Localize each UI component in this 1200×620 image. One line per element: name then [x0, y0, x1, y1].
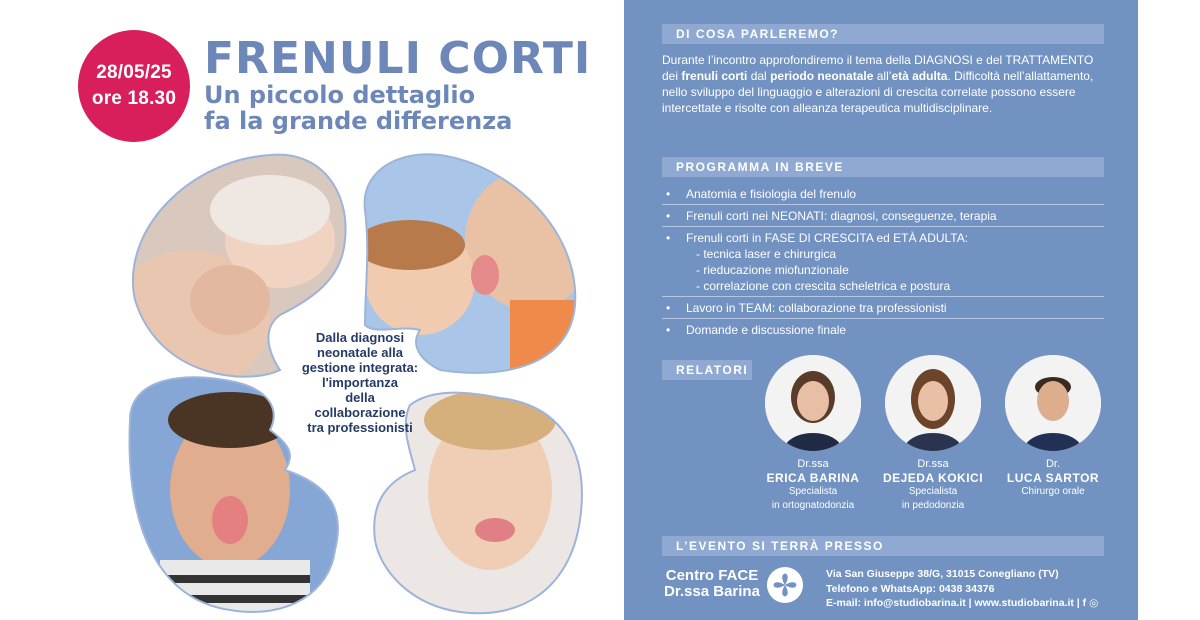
program-item: [662, 205, 1104, 227]
caption-line: collaborazione: [314, 405, 406, 420]
speaker-title: Dr.ssa: [797, 458, 829, 470]
caption-line: l'importanza: [321, 375, 399, 390]
caption-line: gestione integrata:: [301, 360, 419, 375]
speaker-avatar: [885, 355, 981, 451]
speaker-avatar: [1005, 355, 1101, 451]
speaker-role: in pedodonzia: [901, 500, 965, 511]
caption-line: della: [345, 390, 375, 405]
speaker-title: Dr.ssa: [917, 458, 949, 470]
program-item-label: Lavoro in TEAM: collaborazione tra professionisti: [686, 301, 947, 315]
event-title-block: [204, 33, 592, 135]
caption-line: Dalla diagnosi: [315, 330, 405, 345]
program-list: [662, 183, 1104, 340]
speaker-name: DEJEDA KOKICI: [882, 471, 984, 485]
speaker-title: Dr.: [1045, 458, 1061, 470]
speaker-role: in ortognatodonzia: [771, 500, 855, 511]
speaker-card: [758, 355, 868, 513]
program-subitem: - rieducazione miofunzionale: [696, 263, 849, 277]
speaker-avatar: [765, 355, 861, 451]
about-text-bold: periodo neonatale: [770, 69, 874, 83]
email-website-social[interactable]: E-mail: info@studiobarina.it | www.studiobarina.it | f ◎: [826, 597, 1099, 609]
speaker-role: Specialista: [908, 486, 958, 497]
program-item: [662, 297, 1104, 319]
caption-line: tra professionisti: [307, 420, 413, 435]
speaker-card: [878, 355, 988, 513]
about-text-part: . Difficoltà nell’allattamento, nello sviluppo del linguaggio e alterazioni di crescita correlate possono essere intercettate e risolte con alleanza terapeutica multidisciplinare.: [662, 69, 1094, 115]
about-text: [662, 52, 1102, 116]
flower-center-caption: [285, 330, 435, 435]
speaker-name: LUCA SARTOR: [1006, 471, 1100, 485]
about-text-part: dal: [747, 69, 771, 83]
about-text-bold: frenuli corti: [681, 69, 748, 83]
speaker-role: Chirurgo orale: [1021, 486, 1085, 497]
about-section-header: DI COSA PARLEREMO?: [662, 24, 1104, 44]
event-subtitle-2: fa la grande differenza: [204, 107, 513, 135]
program-item-label: Anatomia e fisiologia del frenulo: [686, 187, 857, 201]
phone-text[interactable]: Telefono e WhatsApp: 0438 34376: [826, 582, 995, 595]
speaker-role: Specialista: [788, 486, 838, 497]
speaker-name: ERICA BARINA: [766, 471, 860, 485]
brand-line: Centro FACE: [665, 567, 759, 584]
program-item: [662, 227, 1104, 297]
speaker-card: [998, 355, 1108, 499]
clover-logo-icon: [766, 566, 804, 604]
program-item-label: • Frenuli corti in FASE DI CRESCITA ed ETÀ ADULTA:: [686, 231, 969, 245]
program-section-header: PROGRAMMA IN BREVE: [662, 157, 1104, 177]
program-item-label: Domande e discussione finale: [686, 323, 847, 337]
about-text-part: all’: [873, 69, 892, 83]
event-time: ore 18.30: [91, 88, 177, 109]
program-item: [662, 319, 1104, 340]
venue-section-header: L’EVENTO SI TERRÀ PRESSO: [662, 536, 1104, 556]
event-title: FRENULI CORTI: [204, 33, 592, 84]
program-subitem: - correlazione con crescita scheletrica e postura: [696, 279, 951, 293]
caption-line: neonatale alla: [317, 345, 403, 360]
date-badge: [78, 30, 190, 142]
brand-name: [662, 568, 762, 600]
about-text-bold: età adulta: [891, 69, 948, 83]
program-subitem: - tecnica laser e chirurgica: [696, 247, 837, 261]
event-date: 28/05/25: [96, 62, 172, 83]
event-subtitle-1: Un piccolo dettaglio: [204, 81, 476, 109]
address-text: Via San Giuseppe 38/G, 31015 Conegliano (TV): [826, 568, 1059, 580]
program-item: [662, 183, 1104, 205]
about-text-part: Durante l’incontro approfondiremo il tema della DIAGNOSI e del TRATTAMENTO dei: [662, 53, 1094, 83]
program-item-label: Frenuli corti nei NEONATI: diagnosi, conseguenze, terapia: [686, 209, 997, 223]
brand-line: Dr.ssa Barina: [664, 583, 760, 600]
contact-info: [826, 567, 1098, 611]
speakers-section-header: RELATORI: [662, 360, 752, 380]
event-info-panel: [624, 0, 1138, 620]
